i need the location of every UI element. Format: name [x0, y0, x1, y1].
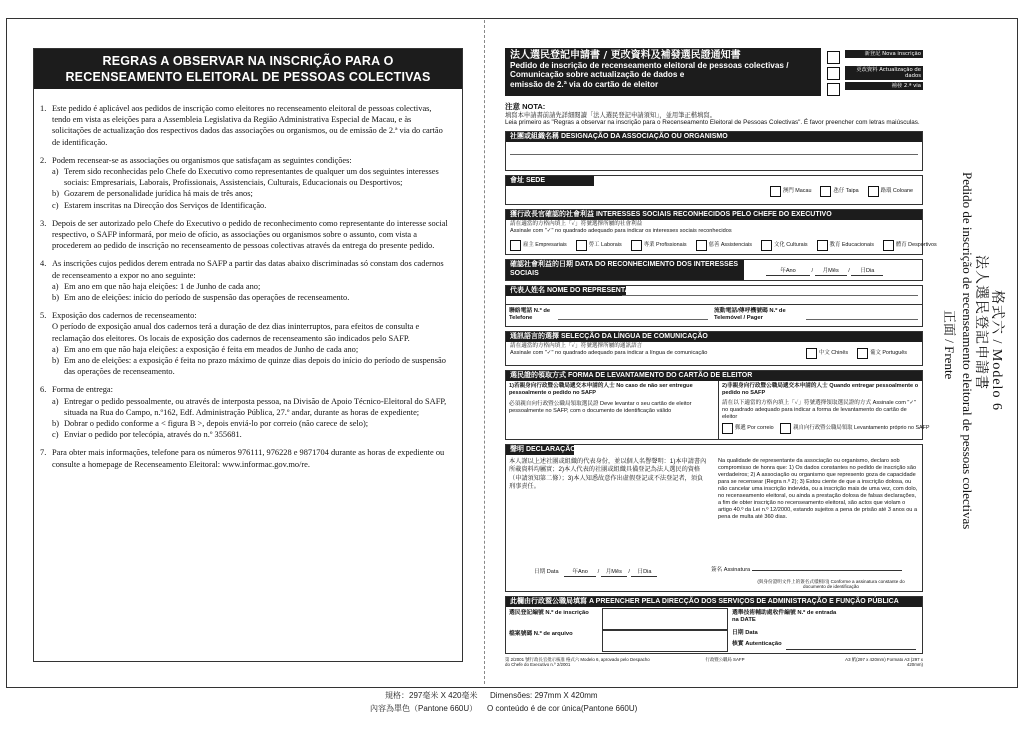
- rule-number: 4.: [40, 259, 47, 269]
- checkbox-icon: [868, 186, 879, 197]
- sub-letter: a): [52, 396, 59, 406]
- rule-number: 6.: [40, 385, 47, 395]
- declaration-date-label: 日期 Data: [534, 568, 559, 575]
- rule-3: [40, 218, 452, 252]
- rule-4: [40, 258, 452, 303]
- sede-option-label: 路環 Coloane: [880, 188, 913, 194]
- rule-text: Para obter mais informações, telefone para os números 976111, 976228 e 9871704 durante as horas de expediente ou consulte a homepage de Recenseamento Eleitoral: www.informac.gov.mo/re.: [52, 448, 445, 469]
- pickup-case-2: [722, 382, 930, 437]
- form-footer-approval: 第 2/2001 號行政長官批示核准 格式六 Modelo 6, aprovado pelo Despacho do Chefe do Executivo n.º 2/2001: [505, 656, 650, 667]
- pickup-case-1-text: 必須親自向行政暨公職局領取選民證 Deve levantar o seu cartão de eleitor pessoalmente no SAFP, com o documento de identificação válido: [509, 400, 692, 414]
- checkbox-icon: [510, 240, 521, 251]
- pickup-case-2-text: 請在以下適當的方格內填上「✓」符號選擇領取選民證的方式 Assinale com "✓" no quadrado adequado para indicar a forma de levantamento do cartão de eleitor: [722, 399, 917, 420]
- language-inst-zh: 請在適當的方格內填上「✓」符號選擇所屬的通訊語言: [510, 342, 643, 349]
- ink-pt: [487, 703, 637, 715]
- rule-text: As inscrições cujos pedidos derem entrada no SAFP a partir das datas abaixo discriminadas só constam dos cadernos de recenseamento a expor no ano seguinte:: [52, 259, 444, 280]
- official-inscription-field[interactable]: [602, 608, 728, 630]
- pickup-option-label: 親自向行政暨公職局領取 Levantamento próprio no SAFP: [793, 425, 930, 431]
- fold-line: [484, 20, 485, 684]
- form-title-pt3: emissão de 2.ª via do cartão de eleitor: [510, 79, 659, 89]
- interests-options: [506, 236, 937, 258]
- pickup-mail-option[interactable]: [722, 423, 774, 434]
- ink-zh-text: 內容為單色（Pantone 660U）: [370, 704, 478, 713]
- form-header: [505, 48, 923, 98]
- sub-text: Dobrar o pedido conforme a < figura B >, depois enviá-lo por correio (não carece de selo);: [64, 419, 369, 429]
- rule-number: 7.: [40, 448, 47, 458]
- sub-text: Terem sido reconhecidas pelo Chefe do Executivo como representantes de qualquer um dos seguintes interesses sociais: Empresariais, Laborais, Profissionais, Assistenciais, Culturais, Educacionais ou Desportivos;: [64, 167, 439, 188]
- interest-label: 教育 Educacionais: [829, 242, 874, 248]
- checkbox-icon: [722, 423, 733, 434]
- rule-number: 5.: [40, 311, 47, 321]
- declaration-date[interactable]: 日期 Data 年Ano / 月Mês / 日Dia: [534, 569, 657, 577]
- interest-option[interactable]: [631, 240, 687, 251]
- checkbox-icon: [857, 348, 868, 359]
- recognition-date-header: 確認社會利益的日期 DATA DO RECONHECIMENTO DOS INTERESSES SOCIAIS: [506, 260, 744, 280]
- language-instructions: [506, 342, 744, 358]
- note: [505, 103, 923, 127]
- rule-6: [40, 384, 452, 440]
- rule-paragraph: O período de exposição anual dos cadernos terá a duração de dez dias ininterruptos, para efeitos de consulta e reclamação dos eleitores. Os locais de exposição dos cadernos de recenseamento são indicados pelo SAFP.: [52, 322, 420, 343]
- form-title-zh: 法人選民登記申請書 / 更改資料及補發選民證通知書: [510, 50, 741, 61]
- side-label-front: [940, 310, 960, 379]
- official-authentication-label: 核實 Autenticação: [732, 640, 782, 647]
- representative-name-input[interactable]: [622, 295, 918, 296]
- official-use-section: [505, 596, 923, 654]
- form-footer-agency: 行政暨公職局 SAFP: [705, 656, 745, 662]
- rule-text: Podem recensear-se as associações ou organismos que satisfaçam as seguintes condições:: [52, 155, 352, 165]
- signature-label: 簽名 Assinatura: [711, 566, 751, 573]
- rule-5a: [52, 344, 452, 355]
- form-title: [505, 48, 821, 96]
- month-label: 月Mês: [601, 569, 627, 577]
- new-inscription-checkbox[interactable]: [827, 51, 840, 64]
- sede-section: [505, 175, 923, 205]
- sub-letter: a): [52, 167, 59, 177]
- representative-section: [505, 285, 923, 327]
- interest-label: 雇主 Empresariais: [523, 242, 567, 248]
- interest-option[interactable]: [817, 240, 874, 251]
- form-title-pt2: Comunicação sobre actualização de dados e: [510, 70, 685, 80]
- ink-pt-text: O conteúdo é de cor única(Pantone 660U): [487, 704, 638, 713]
- official-archive-label: 檔案號碼 N.º de arquivo: [509, 630, 573, 637]
- declaration-header: 聲明 DECLARAÇÃO: [506, 445, 574, 455]
- language-label: 葡文 Português: [870, 350, 907, 356]
- update-data-label: 更改資料 Actualização de dados: [845, 66, 923, 80]
- official-archive-field[interactable]: [602, 630, 728, 652]
- form-panel: [505, 48, 937, 668]
- rule-text: Depois de ser autorizado pelo Chefe do Executivo o pedido de reconhecimento como representante do interesse social respectivo, o SAFP informará, por meio de ofício, as associações ou organismos sobre o assunto, com vista a procederem ao pedido de inscrição no recenseamento de pessoas colectivas através da entrega do presente pedido.: [52, 218, 448, 251]
- rule-2a: [52, 166, 452, 188]
- designation-input[interactable]: [510, 154, 918, 155]
- language-inst-pt: Assinale com "✓" no quadrado adequado para indicar a língua de comunicação: [510, 349, 708, 356]
- sub-letter: a): [52, 281, 59, 291]
- rules-panel: [33, 48, 463, 662]
- designation-section: [505, 131, 923, 171]
- note-pt: Leia primeiro as "Regras a observar na inscrição para o Recenseamento Eleitoral de Pessoas Colectivas". É favor preencher com letras maiúsculas.: [505, 119, 920, 126]
- sub-text: Enviar o pedido por telecópia, através do n.º 355681.: [64, 430, 242, 440]
- pickup-option-label: 郵遞 Por correio: [735, 425, 774, 431]
- spec-pt: [490, 690, 598, 702]
- interests-instructions: [506, 220, 922, 236]
- sub-text: Em ano de eleições: a exposição é feita no prazo máximo de quinze dias depois do início do período de suspensão das operações de recenseamento.: [64, 356, 446, 377]
- rule-4a: [52, 281, 452, 292]
- rule-2c: [52, 200, 452, 211]
- side-label-title-pt: [958, 172, 976, 529]
- card-pickup-section: [505, 370, 930, 440]
- interest-label: 勞工 Laborais: [588, 242, 622, 248]
- phone-label: 聯絡電話 N.º de Telefone: [509, 307, 551, 321]
- pickup-case-2-title: 2)非親身向行政暨公職局遞交本申請的人士 Quando entregar pessoalmente o pedido no SAFP: [722, 382, 919, 396]
- interest-label: 慈善 Assistenciais: [708, 242, 752, 248]
- checkbox-icon: [817, 240, 828, 251]
- interests-header: 獲行政長官確認的社會利益 INTERESSES SOCIAIS RECONHECIDOS PELO CHEFE DO EXECUTIVO: [506, 210, 922, 220]
- rule-text: Exposição dos cadernos de recenseamento:: [52, 311, 197, 321]
- sub-letter: c): [52, 430, 59, 440]
- language-label: 中文 Chinês: [819, 350, 849, 356]
- year-label: 年Ano: [564, 569, 596, 577]
- side-title-pt-text: Pedido de inscrição de recenseamento eleitoral de pessoas colectivas: [960, 172, 975, 530]
- phone-input[interactable]: [558, 319, 708, 320]
- recognition-date-section: [505, 259, 923, 281]
- second-copy-label: 補發 2.ª via: [845, 82, 923, 90]
- sede-macau-option[interactable]: [770, 186, 811, 197]
- second-copy-checkbox[interactable]: [827, 83, 840, 96]
- pager-input[interactable]: [806, 319, 918, 320]
- day-label: 日Dia: [851, 268, 883, 276]
- sede-coloane-option[interactable]: [868, 186, 913, 197]
- form-footer-size: A3 紙(297 x 420mm) Formato A3 (297 x 420mm): [845, 656, 923, 667]
- designation-header: 社團或組織名稱 DESIGNAÇÃO DA ASSOCIAÇÃO OU ORGANISMO: [506, 132, 922, 142]
- pickup-case-1-title: 1)若親身向行政暨公職局遞交本申請的人士 No caso de não ser entregue pessoalmente o pedido no SAFP: [509, 382, 693, 396]
- rule-number: 3.: [40, 218, 47, 228]
- sede-option-label: 氹仔 Taipa: [833, 188, 859, 194]
- representative-header: 代表人姓名 NOME DO REPRESENTANTE: [506, 286, 626, 296]
- rule-1: [40, 103, 452, 148]
- sub-text: Em ano em que não haja eleições: a exposição é feita em meados de Junho de cada ano;: [64, 344, 359, 354]
- card-pickup-header: 選民證的領取方式 FORMA DE LEVANTAMENTO DO CARTÃO DE ELEITOR: [506, 371, 922, 381]
- rule-6b: [52, 418, 452, 429]
- sub-text: Gozarem de personalidade jurídica há mais de três anos;: [64, 189, 253, 199]
- rule-4b: [52, 292, 452, 303]
- checkbox-icon: [770, 186, 781, 197]
- signature-field[interactable]: [711, 567, 902, 574]
- spec-zh-text: 規格：297毫米 X 420毫米: [385, 691, 478, 700]
- day-label: 日Dia: [631, 569, 657, 577]
- checkbox-icon: [696, 240, 707, 251]
- language-options: [806, 346, 912, 364]
- rule-number: 2.: [40, 155, 47, 165]
- rule-text: Forma de entrega:: [52, 385, 113, 395]
- rule-number: 1.: [40, 104, 47, 113]
- pickup-case-1: [509, 383, 714, 415]
- sub-text: Estarem inscritas na Direcção dos Serviços de Identificação.: [64, 200, 267, 210]
- sub-text: Em ano em que não haja eleições: 1 de Junho de cada ano;: [64, 281, 261, 291]
- checkbox-icon: [761, 240, 772, 251]
- interest-option[interactable]: [576, 240, 622, 251]
- recognition-date-input[interactable]: 年Ano / 月Mês / 日Dia: [766, 268, 883, 276]
- sub-letter: a): [52, 344, 59, 354]
- official-inscription-label: 選民登記編號 N.º de inscrição: [509, 609, 589, 616]
- checkbox-icon: [806, 348, 817, 359]
- checkbox-icon: [883, 240, 894, 251]
- interest-option[interactable]: [510, 240, 567, 251]
- form-title-pt1: Pedido de inscrição de recenseamento eleitoral de pessoas colectivas /: [510, 60, 789, 70]
- sede-taipa-option[interactable]: [820, 186, 858, 197]
- sub-letter: b): [52, 419, 59, 429]
- official-use-header: 此欄由行政暨公職局填寫 A PREENCHER PELA DIRECÇÃO DOS SERVIÇOS DE ADMINISTRAÇÃO E FUNÇÃO PÚBLICA: [506, 597, 922, 607]
- interest-option[interactable]: [696, 240, 752, 251]
- spec-zh: [385, 690, 477, 702]
- official-date-label: 日期 Data: [732, 629, 758, 636]
- pickup-options: [722, 423, 930, 437]
- language-chinese-option[interactable]: [806, 348, 848, 359]
- sede-options: [770, 184, 918, 202]
- spec-pt-text: Dimensões: 297mm X 420mm: [490, 691, 598, 700]
- update-data-checkbox[interactable]: [827, 67, 840, 80]
- rules-title: [34, 49, 462, 89]
- side-front-text: 正面 / Frente: [942, 310, 957, 380]
- checkbox-icon: [780, 423, 791, 434]
- interests-inst-zh: 請在適當的方格內填上「✓」符號選擇所屬的社會利益: [510, 220, 643, 227]
- checkbox-icon: [631, 240, 642, 251]
- rule-7: [40, 447, 452, 469]
- declaration-zh: 本人謹以上述社團或組織的代表身份，並以個人名譽聲明：1)本申請書內所載資料均屬實；2)本人代表的社團或組織具備登記為法人選民的資格（申請須知第二條）；3)本人知悉故意作出虛假登記或不法登記者，須負刑事責任。: [509, 457, 707, 491]
- signature-note: (與身份證明文件上的簽名式樣相同) Conforme a assinatura constante do documento de identificação: [757, 578, 905, 589]
- sede-header: 會址 SEDE: [506, 176, 594, 186]
- contact-row: [506, 304, 922, 327]
- sub-text: Em ano de eleições: início do período de suspensão das operações de recenseamento.: [64, 293, 350, 303]
- pickup-self-option[interactable]: [780, 423, 929, 434]
- ink-zh: [370, 703, 477, 715]
- declaration-section: [505, 444, 923, 592]
- pager-label: 流動電話/傳呼機號碼 N.º de Telemóvel / Pager: [714, 307, 786, 321]
- interest-label: 專業 Profissionais: [643, 242, 687, 248]
- interest-option[interactable]: [883, 240, 937, 251]
- signature-line: [752, 570, 902, 571]
- rule-text: Este pedido é aplicável aos pedidos de inscrição como eleitores no recenseamento eleitoral de pessoas colectivas, tendo em vista as eleições para a Assembleia Legislativa da Região Administrativa Especial de Macau, e às solicitações de actualização dos respectivos dados das associações ou organismos, ou de emissão de 2.ª via do cartão de identificação.: [52, 104, 443, 147]
- rule-5b: [52, 355, 452, 377]
- interest-option[interactable]: [761, 240, 808, 251]
- interest-label: 文化 Culturais: [773, 242, 808, 248]
- interests-section: [505, 209, 937, 255]
- declaration-pt: Na qualidade de representante da associação ou organismo, declaro sob compromisso de honra que: 1) Os dados constantes no pedido de inscrição são verdadeiros; 2) A associação ou organismo que represento goza de capacidade para se recensear (Regra n.º 2); 3) Estou ciente de que a inscrição dolosa, ou não cancelar uma inscrição indevida, ou a inscrição mais de uma vez, com dolo, no recenseamento eleitoral, ou ainda a prestação dolosa de falsas declarações, a fim de obter inscrição no recenseamento eleitoral, são actos que violam o artigo 40.º da Lei n.º 12/2000, estando sujeitos a pena de prisão até 3 anos ou a pena de multa até 360 dias.: [718, 457, 918, 520]
- language-portuguese-option[interactable]: [857, 348, 907, 359]
- form-footer: [505, 656, 923, 668]
- rule-5: [40, 310, 452, 377]
- interests-inst-pt: Assinale com "✓" no quadrado adequado para indicar os interesses sociais reconhecidos: [510, 227, 732, 234]
- side-title-zh-text: 法人選民登記申請書: [973, 255, 988, 390]
- official-entry-label: 選舉技術輔助處收件編號 N.º de entrada na DATE: [732, 609, 837, 623]
- sub-text: Entregar o pedido pessoalmente, ou através de interposta pessoa, na Divisão de Apoio Técnico-Eleitoral do SAFP, situada na Rua do Campo, n.º162, Edf. Administração Pública, 27.º andar, durante as horas de expediente;: [64, 396, 447, 417]
- sub-letter: b): [52, 189, 59, 199]
- rule-6c: [52, 429, 452, 440]
- sub-letter: b): [52, 293, 59, 303]
- language-header: 通訊語言的選擇 SELECÇÃO DA LÍNGUA DE COMUNICAÇÃO: [506, 332, 922, 342]
- rules-title-line1: REGRAS A OBSERVAR NA INSCRIÇÃO PARA O: [102, 54, 394, 68]
- rules-list: [34, 89, 462, 470]
- rule-6a: [52, 396, 452, 418]
- language-section: [505, 331, 923, 366]
- note-title: 注意 NOTA:: [505, 102, 546, 111]
- pickup-divider: [718, 381, 719, 439]
- interest-label: 體育 Desportivos: [895, 242, 937, 248]
- official-authentication-line: [786, 649, 916, 650]
- note-zh: 填寫本申請書前請先詳細閱讀「法人選民登記申請須知」，並用筆正楷填寫。: [505, 111, 716, 119]
- rules-title-line2: RECENSEAMENTO ELEITORAL DE PESSOAS COLECTIVAS: [65, 70, 431, 84]
- year-label: 年Ano: [766, 268, 810, 276]
- sub-letter: b): [52, 356, 59, 366]
- checkbox-icon: [820, 186, 831, 197]
- rule-2: [40, 155, 452, 211]
- month-label: 月Mês: [815, 268, 847, 276]
- sede-option-label: 澳門 Macau: [782, 188, 812, 194]
- new-inscription-label: 新登記 Nova inscrição: [845, 50, 923, 58]
- sub-letter: c): [52, 200, 59, 210]
- rule-2b: [52, 188, 452, 199]
- side-model-text: 格式六 / Modelo 6: [989, 290, 1004, 411]
- checkbox-icon: [576, 240, 587, 251]
